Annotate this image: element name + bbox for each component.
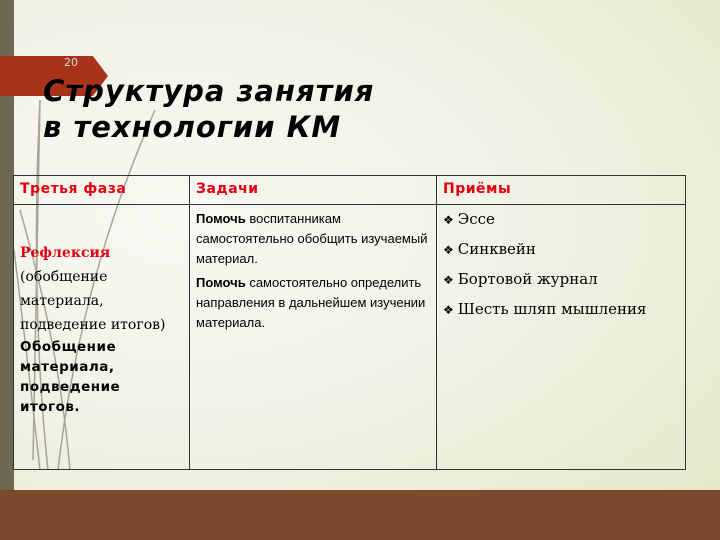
technique-label: Синквейн <box>457 240 536 258</box>
phase-cell <box>14 205 190 470</box>
technique-label: Бортовой журнал <box>457 270 598 288</box>
diamond-bullet-icon: ❖ <box>443 243 454 257</box>
task-item <box>196 273 430 333</box>
task-text: воспитанникам самостоятельно обобщить изучаемый материал. <box>196 211 428 266</box>
diamond-bullet-icon: ❖ <box>443 303 454 317</box>
lesson-structure-table <box>13 175 686 470</box>
slide-number: 20 <box>64 56 78 69</box>
title-line-2: в технологии КМ <box>43 110 342 144</box>
table-header-row <box>14 176 686 205</box>
header-tasks: Задачи <box>190 176 437 205</box>
task-verb: Помочь <box>196 275 246 290</box>
header-phase: Третья фаза <box>14 176 190 205</box>
techniques-cell <box>437 205 686 470</box>
header-techniques: Приёмы <box>437 176 686 205</box>
task-item <box>196 209 430 269</box>
list-item <box>443 239 679 261</box>
diamond-bullet-icon: ❖ <box>443 273 454 287</box>
slide-title <box>43 73 374 145</box>
task-verb: Помочь <box>196 211 246 226</box>
title-line-1: Структура занятия <box>43 74 375 108</box>
phase-name: Рефлексия <box>20 245 111 261</box>
technique-label: Шесть шляп мышления <box>457 300 647 318</box>
list-item <box>443 209 679 231</box>
technique-label: Эссе <box>457 210 495 228</box>
phase-description: (обобщение материала, подведение итогов) <box>20 269 166 333</box>
table-row <box>14 205 686 470</box>
phase-summary: Обобщение материала, подведение итогов. <box>20 339 121 415</box>
tasks-cell <box>190 205 437 470</box>
task-text: самостоятельно определить направления в дальнейшем изучении материала. <box>196 275 426 330</box>
techniques-list <box>443 209 679 321</box>
footer-bar <box>0 490 720 540</box>
diamond-bullet-icon: ❖ <box>443 213 454 227</box>
list-item <box>443 269 679 291</box>
list-item <box>443 299 679 321</box>
